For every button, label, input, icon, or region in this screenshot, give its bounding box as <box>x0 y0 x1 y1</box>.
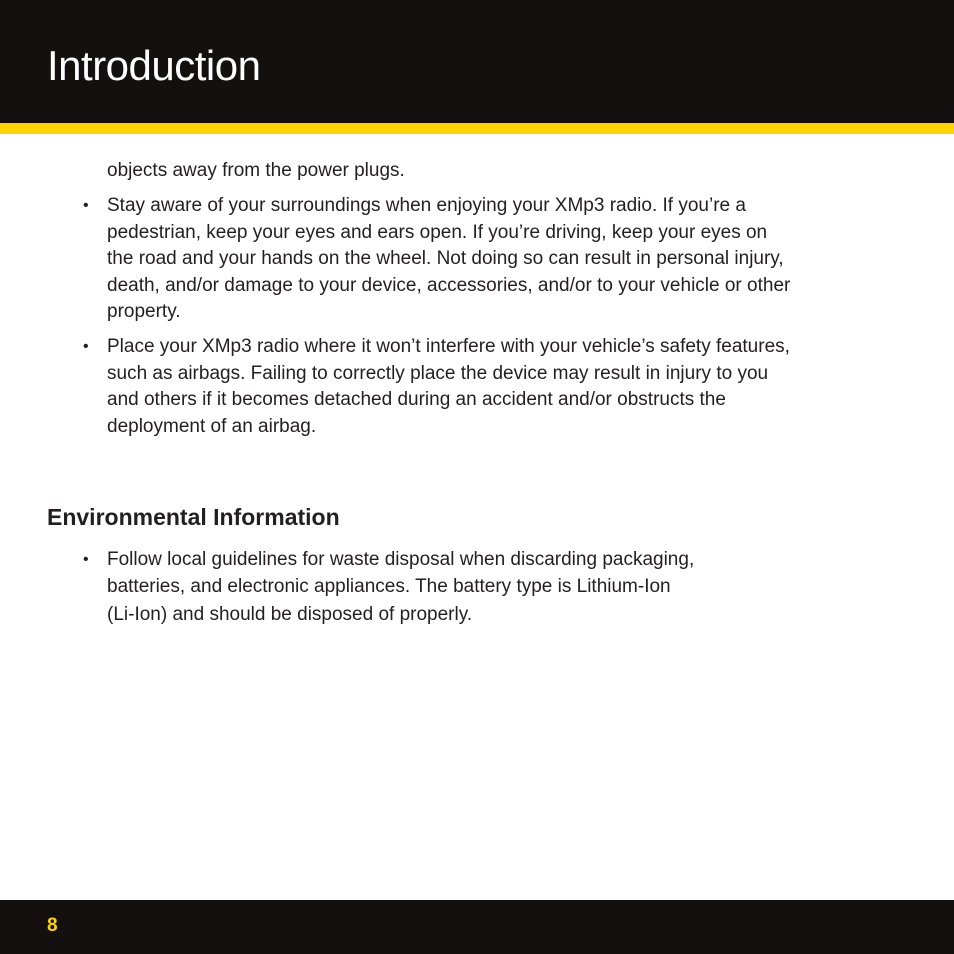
safety-bullet-placement: Place your XMp3 radio where it won’t interfere with your vehicle’s safety features, such as airbags. Failing to correctly place the device may result in injury to you and others if it becomes detached during an accident and/or obstructs the deployment of an airbag. <box>107 336 790 437</box>
continued-paragraph: objects away from the power plugs. <box>107 160 405 181</box>
bullet-marker: • <box>83 551 89 568</box>
page-number: 8 <box>47 915 58 936</box>
environmental-bullet-disposal <box>107 547 757 629</box>
safety-bullet-surroundings: Stay aware of your surroundings when enjoying your XMp3 radio. If you’re a pedestrian, keep your eyes and ears open. If you’re driving, keep your eyes on the road and your hands on the wheel. Not doing so can result in personal injury, death, and/or damage to your device, accessories, and/or to your vehicle or other property. <box>107 195 791 322</box>
bullet-marker: • <box>83 197 89 214</box>
header-accent-bar <box>0 123 954 134</box>
bullet-marker: • <box>83 338 89 355</box>
page-footer-band <box>0 900 954 954</box>
section-heading-environmental: Environmental Information <box>47 504 340 530</box>
page-title: Introduction <box>47 42 261 89</box>
environmental-bullet-line2: (Li-Ion) and should be disposed of properly. <box>107 604 473 625</box>
environmental-bullet-line1: Follow local guidelines for waste disposal when discarding packaging, batteries, and electronic appliances. The battery type is Lithium-Ion <box>107 549 695 597</box>
